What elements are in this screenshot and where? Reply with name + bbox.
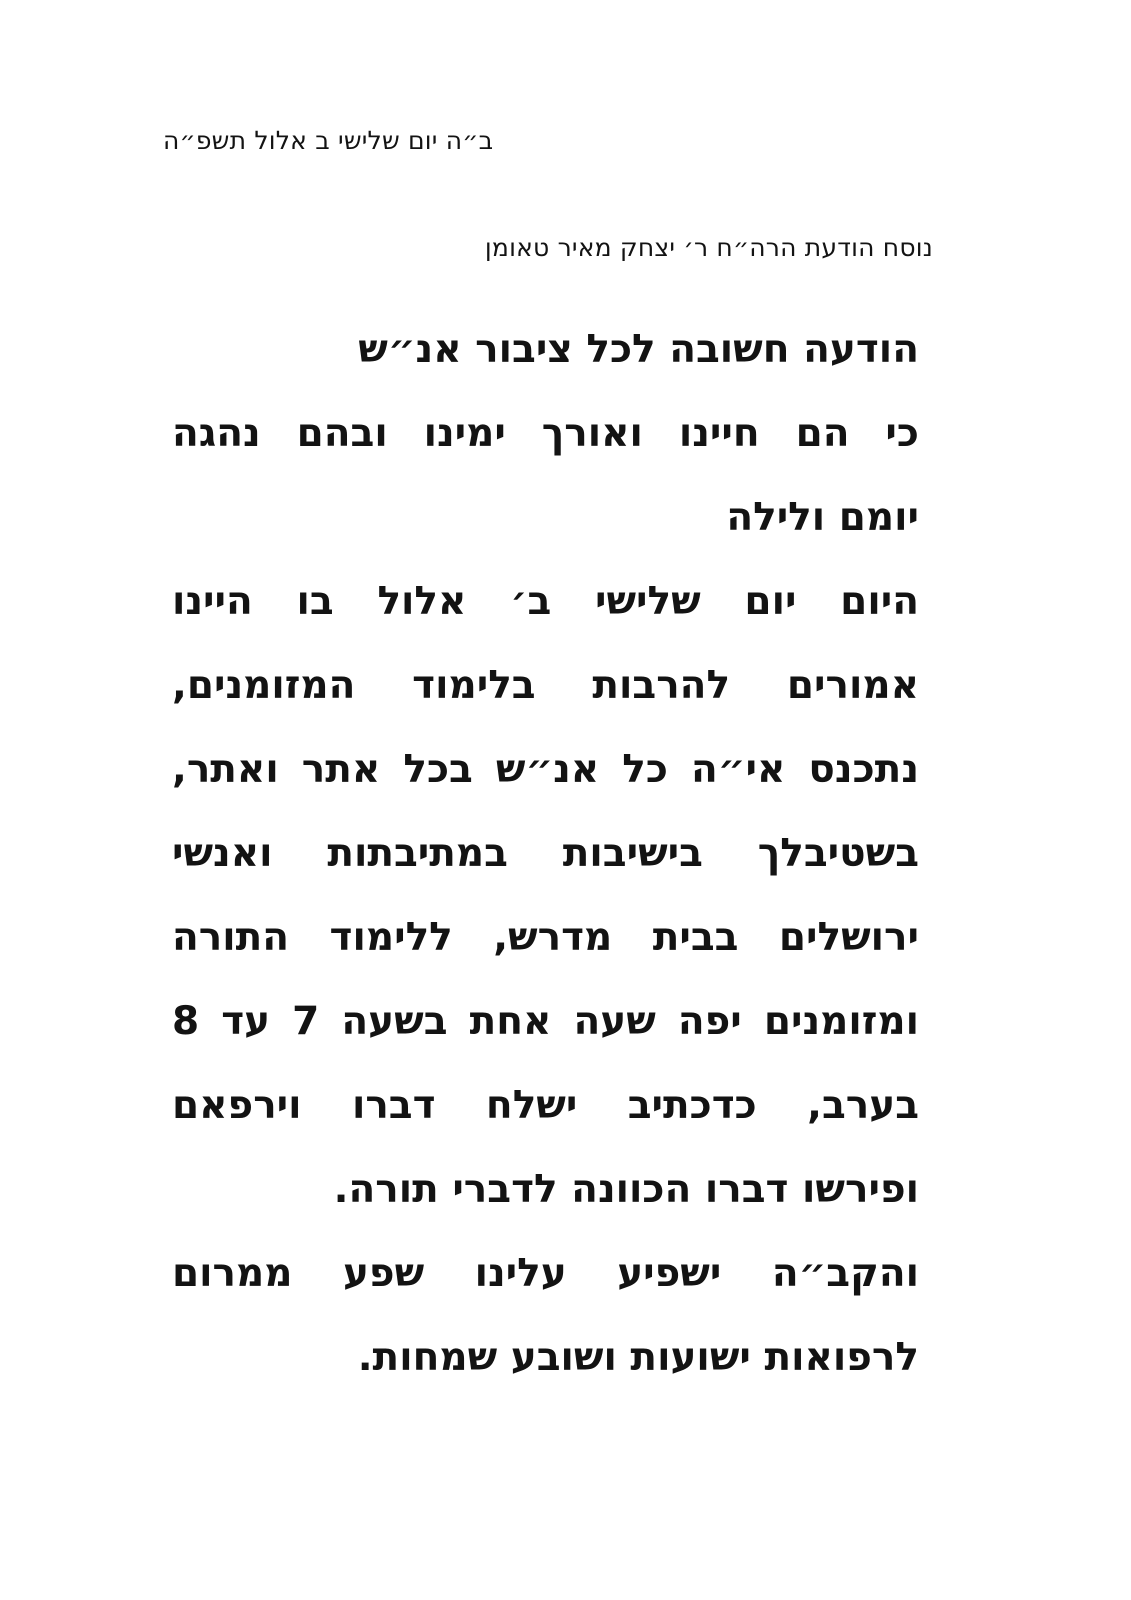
body-line: כי הם חיינו ואורך ימינו ובהם נהגה xyxy=(172,411,919,456)
body-line: והקב״ה ישפיע עלינו שפע ממרום xyxy=(172,1251,919,1296)
body-line: יומם ולילה xyxy=(726,495,919,540)
body-line: אמורים להרבות בלימוד המזומנים, xyxy=(172,663,919,708)
announcement-body xyxy=(172,308,919,1400)
notice-source-line: נוסח הודעת הרה״ח ר׳ יצחק מאיר טאומן xyxy=(484,233,933,262)
body-line: ירושלים בבית מדרש, ללימוד התורה xyxy=(172,915,919,960)
body-line: היום יום שלישי ב׳ אלול בו היינו xyxy=(172,579,919,624)
body-line: בערב, כדכתיב ישלח דברו וירפאם xyxy=(172,1083,919,1128)
body-line: ופירשו דברו הכוונה לדברי תורה. xyxy=(333,1167,919,1212)
body-line: ומזומנים יפה שעה אחת בשעה 7 עד 8 xyxy=(172,999,919,1044)
date-header: ב״ה יום שלישי ב אלול תשפ״ה xyxy=(163,126,494,155)
body-line: לרפואות ישועות ושובע שמחות. xyxy=(357,1335,919,1380)
body-line: נתכנס אי״ה כל אנ״ש בכל אתר ואתר, xyxy=(172,747,919,792)
body-line-headline: הודעה חשובה לכל ציבור אנ״ש xyxy=(358,327,919,372)
body-line: בשטיבלך בישיבות במתיבתות ואנשי xyxy=(172,831,919,876)
